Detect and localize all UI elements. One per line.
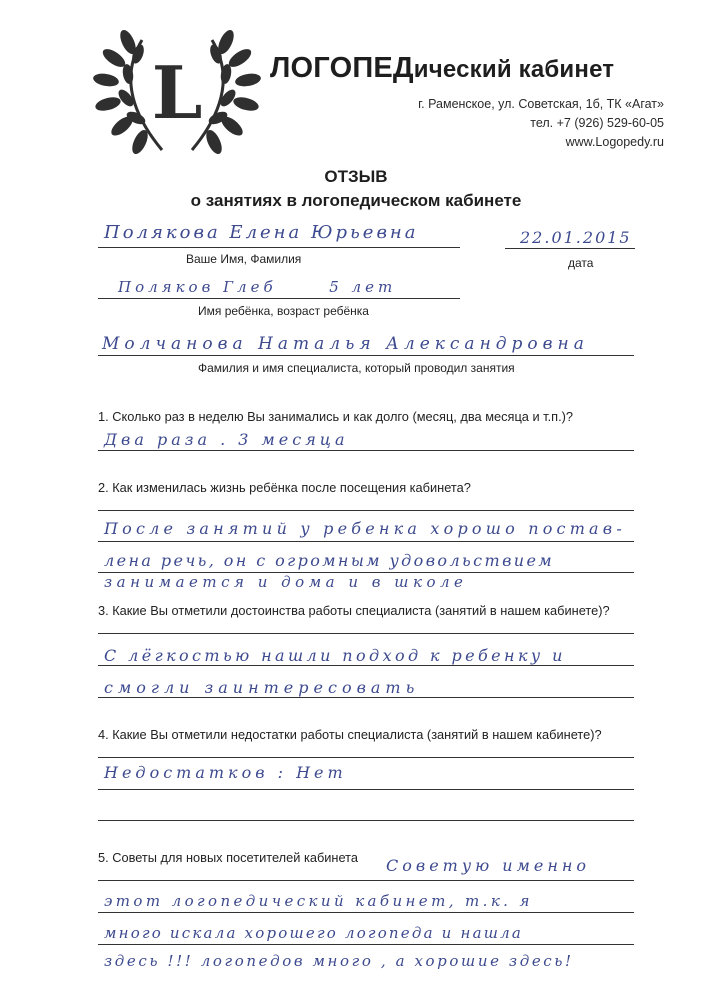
answer-line bbox=[98, 510, 634, 511]
answer-line bbox=[98, 912, 634, 913]
question-4: 4. Какие Вы отметили недостатки работы специалиста (занятий в нашем кабинете)? bbox=[98, 727, 602, 742]
svg-text:L: L bbox=[151, 50, 203, 135]
laurel-logo-icon bbox=[92, 20, 262, 160]
question-2: 2. Как изменилась жизнь ребёнка после посещения кабинета? bbox=[98, 480, 471, 495]
phone-line: тел. +7 (926) 529-60-05 bbox=[530, 116, 664, 130]
answer-line bbox=[98, 880, 634, 881]
question-3: 3. Какие Вы отметили достоинства работы специалиста (занятий в нашем кабинете)? bbox=[98, 603, 610, 618]
answer-3-line-1[interactable]: С лёгкостью нашли подход к ребенку и bbox=[104, 646, 566, 665]
answer-line bbox=[98, 820, 634, 821]
website-line: www.Logopedy.ru bbox=[565, 135, 664, 149]
form-subtitle: о занятиях в логопедическом кабинете bbox=[190, 191, 522, 210]
date-underline bbox=[505, 248, 635, 249]
answer-4-line-1[interactable]: Недостатков : Нет bbox=[104, 763, 347, 782]
answer-line bbox=[98, 633, 634, 634]
answer-5-line-1[interactable]: Советую именно bbox=[386, 856, 591, 875]
answer-3-line-2[interactable]: смогли заинтересовать bbox=[104, 678, 420, 697]
form-title: ОТЗЫВ bbox=[324, 167, 388, 186]
child-underline bbox=[98, 298, 460, 299]
answer-line bbox=[98, 944, 634, 945]
brand-name bbox=[270, 52, 614, 85]
answer-2-line-2[interactable]: лена речь, он с огромным удовольствием bbox=[104, 551, 555, 570]
answer-line bbox=[98, 541, 634, 542]
answer-line bbox=[98, 450, 634, 451]
child-label: Имя ребёнка, возраст ребёнка bbox=[198, 304, 369, 318]
brand-rest: ический кабинет bbox=[413, 56, 615, 83]
answer-line bbox=[98, 665, 634, 666]
answer-5-line-4[interactable]: здесь !!! логопедов много , а хорошие здесь! bbox=[104, 952, 574, 970]
answer-2-line-3[interactable]: занимается и дома и в школе bbox=[104, 573, 468, 591]
answer-line bbox=[98, 789, 634, 790]
specialist-field[interactable]: Молчанова Наталья Александровна bbox=[102, 334, 589, 354]
answer-line bbox=[98, 697, 634, 698]
specialist-label: Фамилия и имя специалиста, который проводил занятия bbox=[198, 361, 515, 375]
name-underline bbox=[98, 247, 460, 248]
question-5: 5. Советы для новых посетителей кабинета bbox=[98, 850, 359, 865]
answer-1-line-1[interactable]: Два раза . 3 месяца bbox=[104, 430, 349, 449]
name-field[interactable]: Полякова Елена Юрьевна bbox=[104, 222, 419, 243]
specialist-underline bbox=[98, 355, 634, 356]
date-label: дата bbox=[568, 256, 594, 270]
question-1: 1. Сколько раз в неделю Вы занимались и как долго (месяц, два месяца и т.п.)? bbox=[98, 409, 574, 424]
child-field[interactable]: Поляков Глеб 5 лет bbox=[118, 278, 397, 296]
date-field[interactable]: 22.01.2015 bbox=[520, 228, 632, 247]
address-line: г. Раменское, ул. Советская, 1б, ТК «Агат» bbox=[418, 97, 664, 111]
answer-line bbox=[98, 757, 634, 758]
brand-caps: ЛОГОПЕД bbox=[270, 52, 414, 84]
name-label: Ваше Имя, Фамилия bbox=[186, 252, 302, 266]
answer-2-line-1[interactable]: После занятий у ребенка хорошо постав- bbox=[104, 519, 626, 538]
answer-5-line-2[interactable]: этот логопедический кабинет, т.к. я bbox=[104, 892, 533, 910]
answer-5-line-3[interactable]: много искала хорошего логопеда и нашла bbox=[104, 924, 524, 942]
